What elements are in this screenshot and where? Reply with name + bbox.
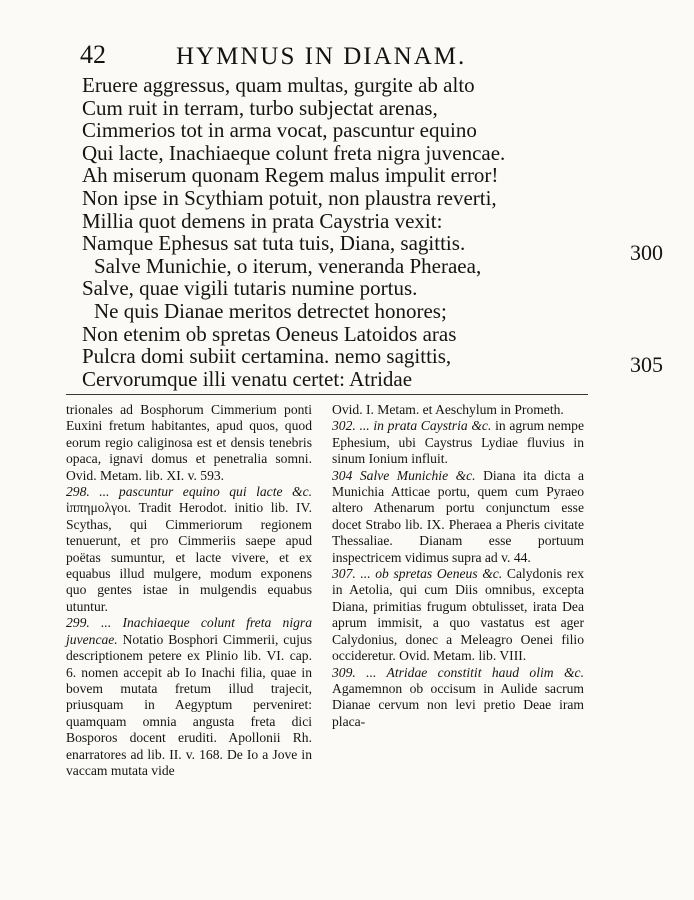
footnote — [332, 402, 584, 418]
verse-line: Salve Munichie, o iterum, veneranda Pheraea, — [94, 253, 482, 278]
verse-line: Eruere aggressus, quam multas, gurgite ab alto — [82, 73, 475, 97]
footnote-text: Diana ita dicta a Munichia Atticae portu, quem cum Pyraeo altero Athenarum portu conjunctum esse docet Strabo lib. IX. Pheraea a Pheris civitate Thessaliae. Dianam esse portuum inspectricem vidimus supra ad v. 44. — [332, 467, 584, 565]
footnote-text: trionales ad Bosphorum Cimmerium ponti Euxini fretum habitantes, apud quos, quod eorum regio caliginosa est et densis tenebris opaca, ignavi domus et penetralia somni. Ovid. Metam. lib. XI. v. 593. — [66, 402, 312, 483]
verse-line: Ah miserum quonam Regem malus impulit error! — [82, 163, 499, 188]
footnote-text: in agrum nempe Ephesium, ubi Caystrus Lydiae fluvius in sinum Ionium influit. — [332, 418, 584, 467]
verse-line: Qui lacte, Inachiaeque colunt freta nigra juvencae. — [82, 140, 506, 165]
footnote — [332, 566, 584, 664]
notes-left-column — [66, 402, 312, 779]
footnote — [332, 468, 584, 566]
verse-line: Cimmerios tot in arma vocat, pascuntur equino — [82, 118, 477, 143]
line-number-300: 300 — [630, 240, 663, 265]
page-header — [80, 40, 600, 74]
verse-line: Non ipse in Scythiam potuit, non plaustra reverti, — [82, 185, 497, 210]
verse-line: Ne quis Dianae meritos detrectet honores; — [94, 298, 447, 323]
footnote-lead: 299. ... Inachiaeque colunt freta nigra juvencae. — [66, 615, 312, 647]
footnote — [66, 484, 312, 615]
verse-line: Millia quot demens in prata Caystria vexit: — [82, 208, 443, 233]
footnote — [66, 615, 312, 779]
footnote-text: Agamemnon ob occisum in Aulide sacrum Dianae cervum non levi pretio Deae iram placa- — [332, 680, 584, 729]
footnote-text: Ovid. I. Metam. et Aeschylum in Prometh. — [332, 402, 564, 417]
footnote-lead: 304 Salve Munichie &c. — [332, 467, 476, 483]
verse-line: Namque Ephesus sat tuta tuis, Diana, sagittis. — [82, 231, 466, 256]
verse-line: Cum ruit in terram, turbo subjectat arenas, — [82, 95, 438, 120]
footnote — [332, 418, 584, 467]
footnote-lead: 298. ... pascuntur equino qui lacte &c. — [66, 484, 312, 500]
verse-line: Salve, quae vigili tutaris numine portus. — [82, 276, 418, 301]
page-number: 42 — [80, 40, 106, 69]
verse-line: Cervorumque illi venatu certet: Atridae — [82, 366, 413, 391]
notes-divider — [66, 394, 588, 395]
footnote-text: Notatio Bosphori Cimmerii, cujus descriptionem petere ex Plinio lib. VI. cap. 6. nomen accepit ab Io Inachi filia, quae in bovem mutata fretum illud trajecit, priusquam in Aegyptum perveniret: quamquam omnia angusta freta dici Bosporos docent eruditi. Apollonii Rh. enarratores ad lib. II. v. 168. De Io a Jove in vaccam mutata vide — [66, 631, 312, 778]
verse-line: Non etenim ob spretas Oeneus Latoidos aras — [82, 321, 457, 346]
footnote-lead: 309. ... Atridae constitit haud olim &c. — [332, 664, 584, 680]
notes-right-column — [332, 402, 584, 730]
footnote-lead: 302. ... in prata Caystria &c. — [332, 418, 492, 434]
line-number-305: 305 — [630, 352, 663, 377]
footnote-text: Calydonis rex in Aetolia, qui cum Diis omnibus, excepta Diana, primitias frugum obtulisset, irata Dea aprum immisit, a quo vastatus est ager Calydonius, donec a Meleagro Oenei filio occideretur. Ovid. Metam. lib. VIII. — [332, 566, 584, 664]
footnote — [332, 665, 584, 731]
running-title: HYMNUS IN DIANAM. — [176, 43, 467, 70]
verse-line: Pulcra domi subiit certamina. nemo sagittis, — [82, 344, 452, 369]
footnote-lead: 307. ... ob spretas Oeneus &c. — [332, 566, 503, 582]
footnote — [66, 402, 312, 484]
poem-verses — [82, 73, 663, 391]
footnote-text: ἱππημολγοι. Tradit Herodot. initio lib. IV. Scythas, qui Cimmeriorum regionem tenuerunt, et pro Cimmeriis saepe apud poëtas sumuntur, et lacte vivere, et ex equabus illud mulgere, modum exponens quo gentes istae in mulgendis equabus utuntur. — [66, 500, 312, 614]
